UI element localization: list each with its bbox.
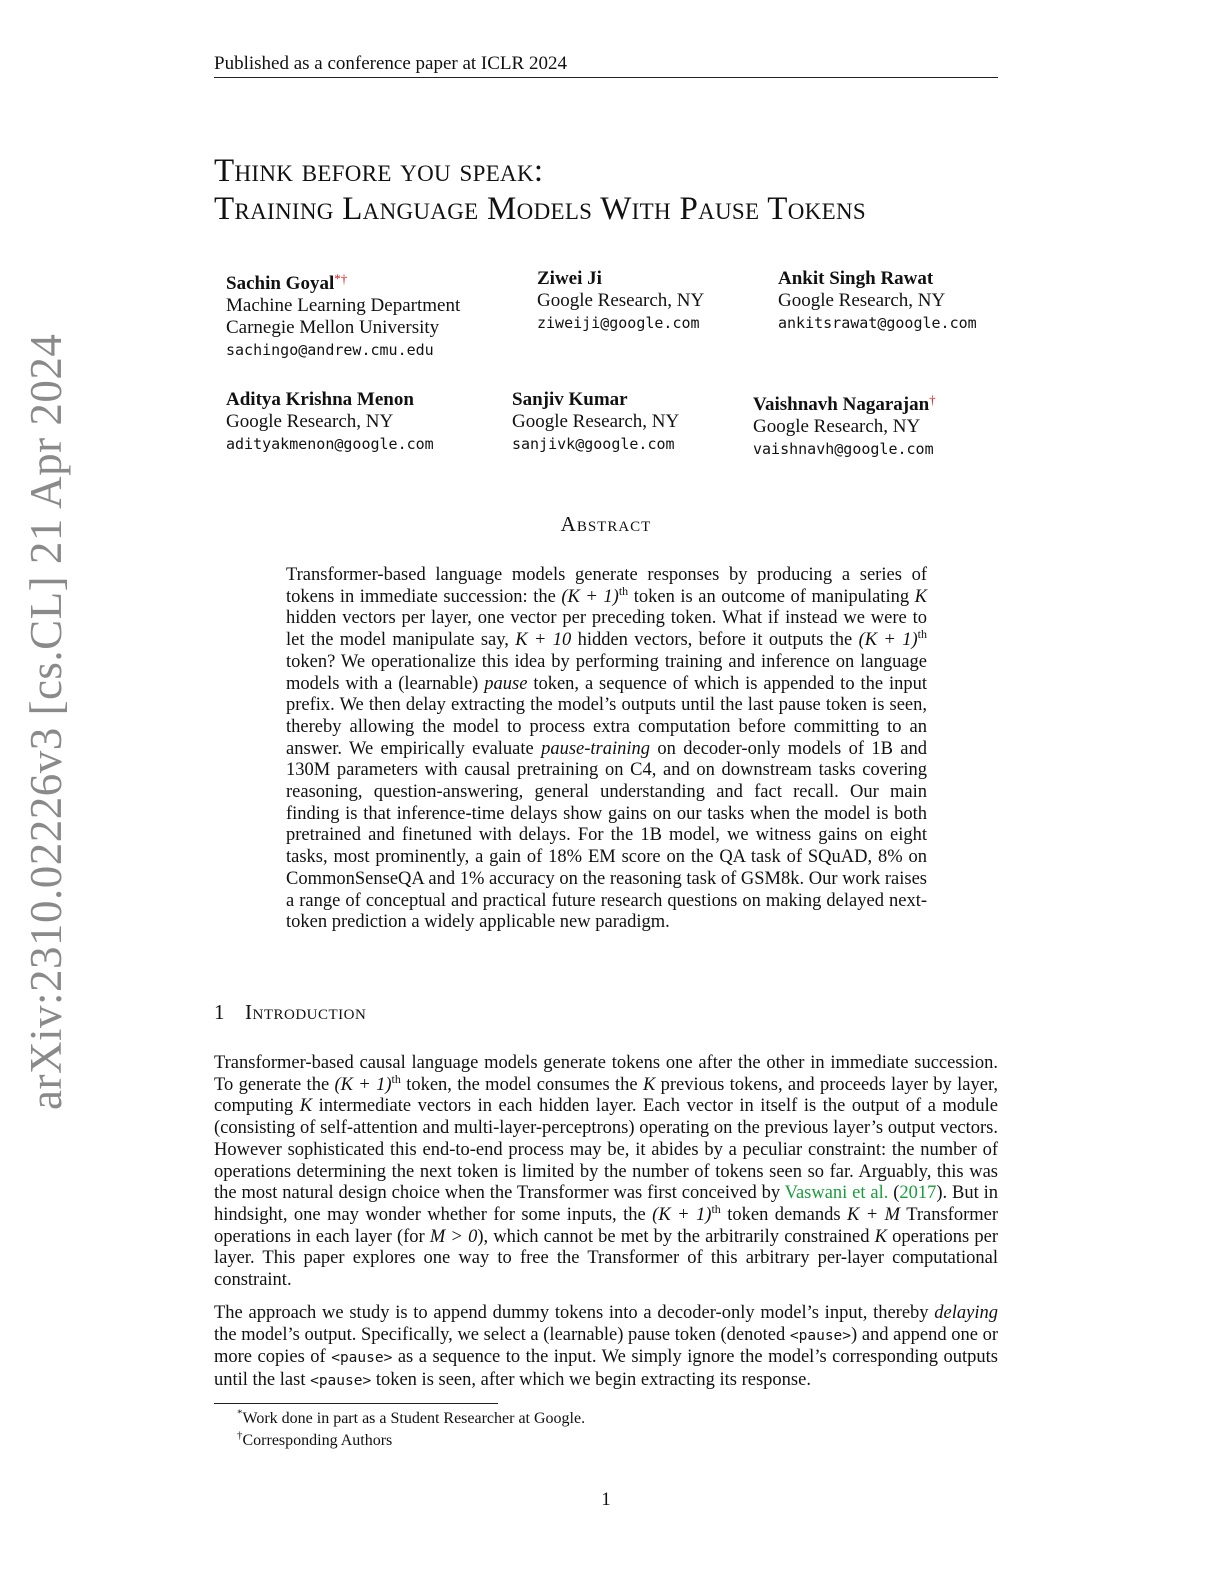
author-block — [226, 389, 434, 455]
author-mark: † — [929, 392, 936, 407]
emphasis: pause — [484, 673, 528, 694]
author-name: Sanjiv Kumar — [512, 389, 628, 410]
author-block — [778, 268, 977, 334]
author-affiliation: Google Research, NY — [512, 411, 680, 432]
math-inline: (K + 1) — [858, 630, 918, 651]
author-affiliation: Machine Learning Department — [226, 295, 461, 316]
title-line-2: Training Language Models With Pause Tokens — [214, 191, 866, 227]
author-affiliation: Google Research, NY — [778, 290, 946, 311]
author-block — [512, 389, 679, 455]
abstract-heading: Abstract — [560, 512, 652, 536]
title-line-1: Think before you speak: — [214, 153, 544, 189]
author-name: Vaishnavh Nagarajan — [753, 394, 930, 415]
emphasis: delaying — [934, 1303, 998, 1323]
author-email: ziweiji@google.com — [537, 314, 700, 332]
emphasis: pause-training — [541, 738, 651, 759]
math-inline: K + 10 — [515, 630, 572, 651]
math-inline: (K + 1) — [334, 1074, 392, 1095]
footnote: †Corresponding Authors — [237, 1429, 393, 1449]
math-inline: (K + 1) — [561, 586, 619, 607]
section-title: Introduction — [245, 1000, 367, 1024]
code-token: <pause> — [789, 1327, 852, 1344]
author-block — [226, 268, 460, 361]
intro-paragraph-1: Transformer-based causal language models generate tokens one after the other in immediate succession. To generate the $(K + 1)^{th}$ token, the model consumes the K previous tokens, and proceeds layer by layer, computing K intermediate vectors in each hidden layer. Each vector in itself is the output of a module (consisting of self-attention and multi-layer-perceptrons) operating on the previous layer’s output vectors. However sophisticated this end-to-end process may be, it abides by a peculiar constraint: the number of operations determining the next token is limited by the number of tokens seen so far. Arguably, this was the most natural design choice when the Transformer was first conceived by Vaswani et al. (2017). But in hindsight, one may wonder whether for some inputs, the $(K + 1)^{th}$ token demands K + M Transformer operations in each layer (for M > 0), which cannot be met by the arbitrarily constrained K operations per layer. This paper explores one way to free the Transformer of this arbitrary per-layer computational constraint. — [214, 1053, 999, 1291]
section-heading — [214, 1000, 366, 1025]
math-inline: K + M — [846, 1204, 901, 1225]
author-email: sanjivk@google.com — [512, 435, 675, 453]
author-affiliation: Google Research, NY — [753, 416, 921, 437]
author-email: sachingo@andrew.cmu.edu — [226, 341, 434, 359]
author-email: adityakmenon@google.com — [226, 435, 434, 453]
author-block — [753, 389, 936, 460]
author-affiliation: Carnegie Mellon University — [226, 317, 440, 338]
author-mark: *† — [334, 271, 348, 286]
page-number: 1 — [601, 1489, 611, 1510]
author-name: Aditya Krishna Menon — [226, 389, 414, 410]
arxiv-identifier: arXiv:2310.02226v3 [cs.CL] 21 Apr 2024 — [21, 333, 71, 1110]
author-name: Sachin Goyal — [226, 273, 335, 294]
math-inline: K — [914, 586, 927, 607]
math-inline: M > 0 — [429, 1226, 478, 1247]
math-inline: K — [874, 1226, 887, 1247]
author-name: Ziwei Ji — [537, 268, 602, 289]
author-block — [537, 268, 704, 334]
math-inline: K — [299, 1096, 313, 1117]
author-email: ankitsrawat@google.com — [778, 314, 977, 332]
citation-year-link[interactable]: 2017 — [899, 1183, 937, 1204]
footnotes — [237, 1408, 585, 1452]
intro-paragraph-2: The approach we study is to append dummy tokens into a decoder-only model’s input, thereby delaying the model’s output. Specifically, we select a (learnable) pause token (denoted <pause>) and append one or more copies of <pause> as a sequence to the input. We simply ignore the model’s corresponding outputs until the last <pause> token is seen, after which we begin extracting its response. — [214, 1303, 999, 1391]
author-affiliation: Google Research, NY — [537, 290, 705, 311]
footnote-divider — [214, 1403, 498, 1404]
author-name: Ankit Singh Rawat — [778, 268, 934, 289]
citation-link[interactable]: Vaswani et al. — [784, 1183, 889, 1204]
footnote: *Work done in part as a Student Researcher at Google. — [237, 1407, 586, 1427]
code-token: <pause> — [331, 1350, 393, 1367]
abstract-body: Transformer-based language models generate responses by producing a series of tokens in immediate succession: the $(K + 1)^{th}$ token is an outcome of manipulating K hidden vectors per layer, one vector per preceding token. What if instead we were to let the model manipulate say, K + 10 hidden vectors, before it outputs the $(K + 1)^{th}$ token? We operationalize this idea by performing training and inference on language models with a (learnable) pause token, a sequence of which is appended to the input prefix. We then delay extracting the model’s outputs until the last pause token is seen, thereby allowing the model to process extra computation before committing to an answer. We empirically evaluate pause-training on decoder-only models of 1B and 130M parameters with causal pretraining on C4, and on downstream tasks covering reasoning, question-answering, general understanding and fact recall. Our main finding is that inference-time delays show gains on our tasks when the model is both pretrained and finetuned with delays. For the 1B model, we witness gains on eight tasks, most prominently, a gain of 18% EM score on the QA task of SQuAD, 8% on CommonSenseQA and 1% accuracy on the reasoning task of GSM8k. Our work raises a range of conceptual and practical future research questions on making delayed next-token prediction a widely applicable new paradigm. — [286, 565, 927, 933]
author-affiliation: Google Research, NY — [226, 411, 394, 432]
math-inline: (K + 1) — [652, 1204, 712, 1225]
math-inline: K — [642, 1074, 656, 1095]
section-number: 1 — [214, 1000, 225, 1024]
code-token: <pause> — [310, 1373, 372, 1390]
running-header: Published as a conference paper at ICLR 2024 — [214, 52, 998, 78]
author-email: vaishnavh@google.com — [753, 440, 934, 458]
paper-title — [214, 152, 1014, 228]
